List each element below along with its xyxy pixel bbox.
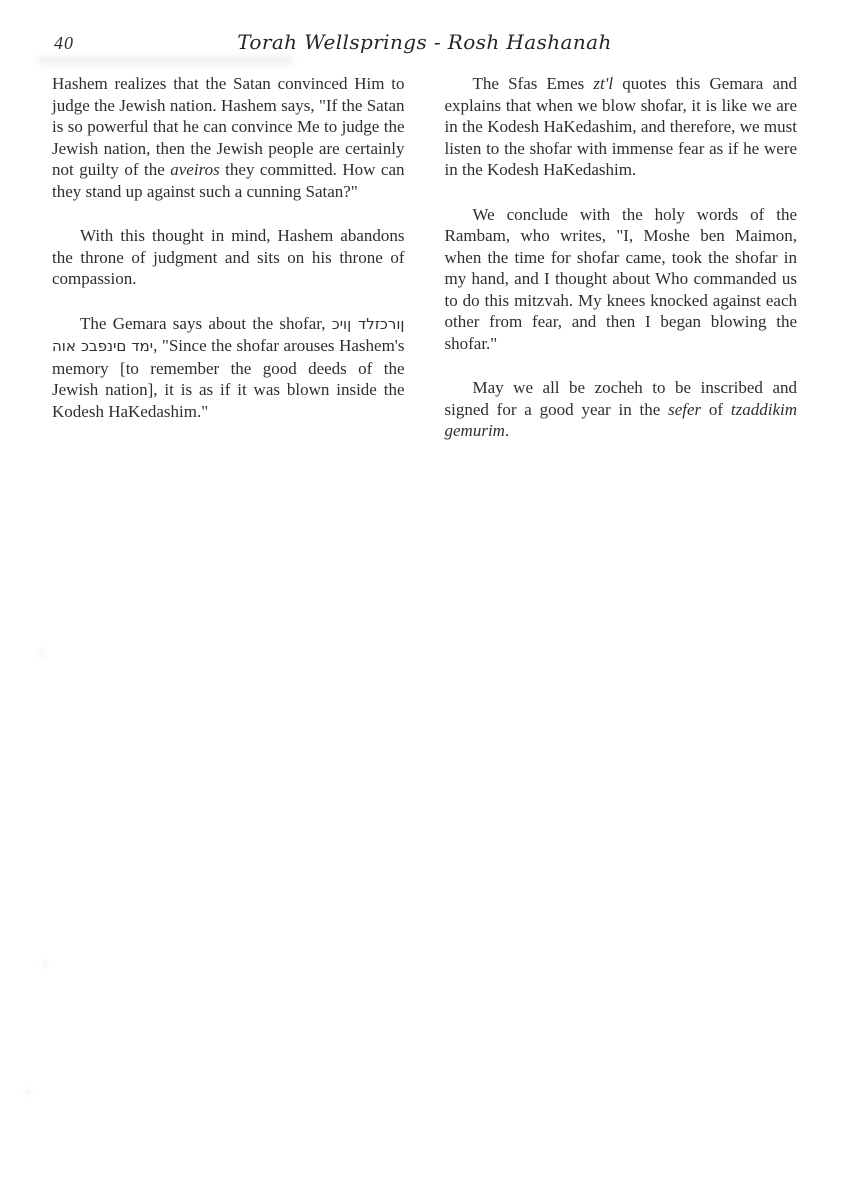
page-title: Torah Wellsprings - Rosh Hashanah bbox=[237, 30, 612, 54]
text-columns bbox=[52, 73, 797, 442]
page-number: 40 bbox=[54, 33, 74, 53]
paragraph: With this thought in mind, Hashem abandons the throne of judgment and sits on his throne of compassion. bbox=[52, 226, 405, 288]
italic-term: aveiros bbox=[170, 160, 220, 179]
column-left bbox=[52, 73, 405, 442]
scan-artifact-speck bbox=[38, 648, 45, 658]
hebrew-phrase: כיון דלזכרון הוא כבפנים דמי bbox=[52, 314, 405, 355]
paragraph: Hashem realizes that the Satan convinced Him to judge the Jewish nation. Hashem says, "If the Satan is so powerful that he can convince Me to judge the Jewish nation, then the Jewish people are certainly not guilty of the aveiros they committed. How can they stand up against such a cunning Satan?" bbox=[52, 74, 405, 201]
paragraph: May we all be zocheh to be inscribed and signed for a good year in the sefer of tzaddikim gemurim. bbox=[444, 378, 797, 440]
italic-term: tzaddikim gemurim bbox=[444, 399, 797, 440]
scan-artifact-speck bbox=[24, 1088, 31, 1096]
paragraph: The Sfas Emes zt'l quotes this Gemara and explains that when we blow shofar, it is like we are in the Kodesh HaKedashim, and therefore, we must listen to the shofar with immense fear as if he were in the Kodesh HaKedashim. bbox=[444, 74, 797, 179]
italic-term: sefer bbox=[668, 399, 702, 419]
column-right bbox=[445, 73, 798, 442]
paragraph: The Gemara says about the shofar, כיון דלזכרון הוא כבפנים דמי, "Since the shofar arouses Hashem's memory [to remember the good deeds of the Jewish nation], it is as if it was blown inside the Kodesh HaKedashim." bbox=[52, 313, 405, 421]
scan-artifact-speck bbox=[42, 960, 48, 969]
scan-artifact-smudge bbox=[38, 56, 293, 65]
paragraph: We conclude with the holy words of the Rambam, who writes, "I, Moshe ben Maimon, when the time for shofar came, took the shofar in my hand, and I thought about Who commanded us to do this mitzvah. My knees knocked against each other from fear, and then I began blowing the shofar." bbox=[444, 204, 797, 353]
italic-term: zt'l bbox=[593, 74, 614, 93]
